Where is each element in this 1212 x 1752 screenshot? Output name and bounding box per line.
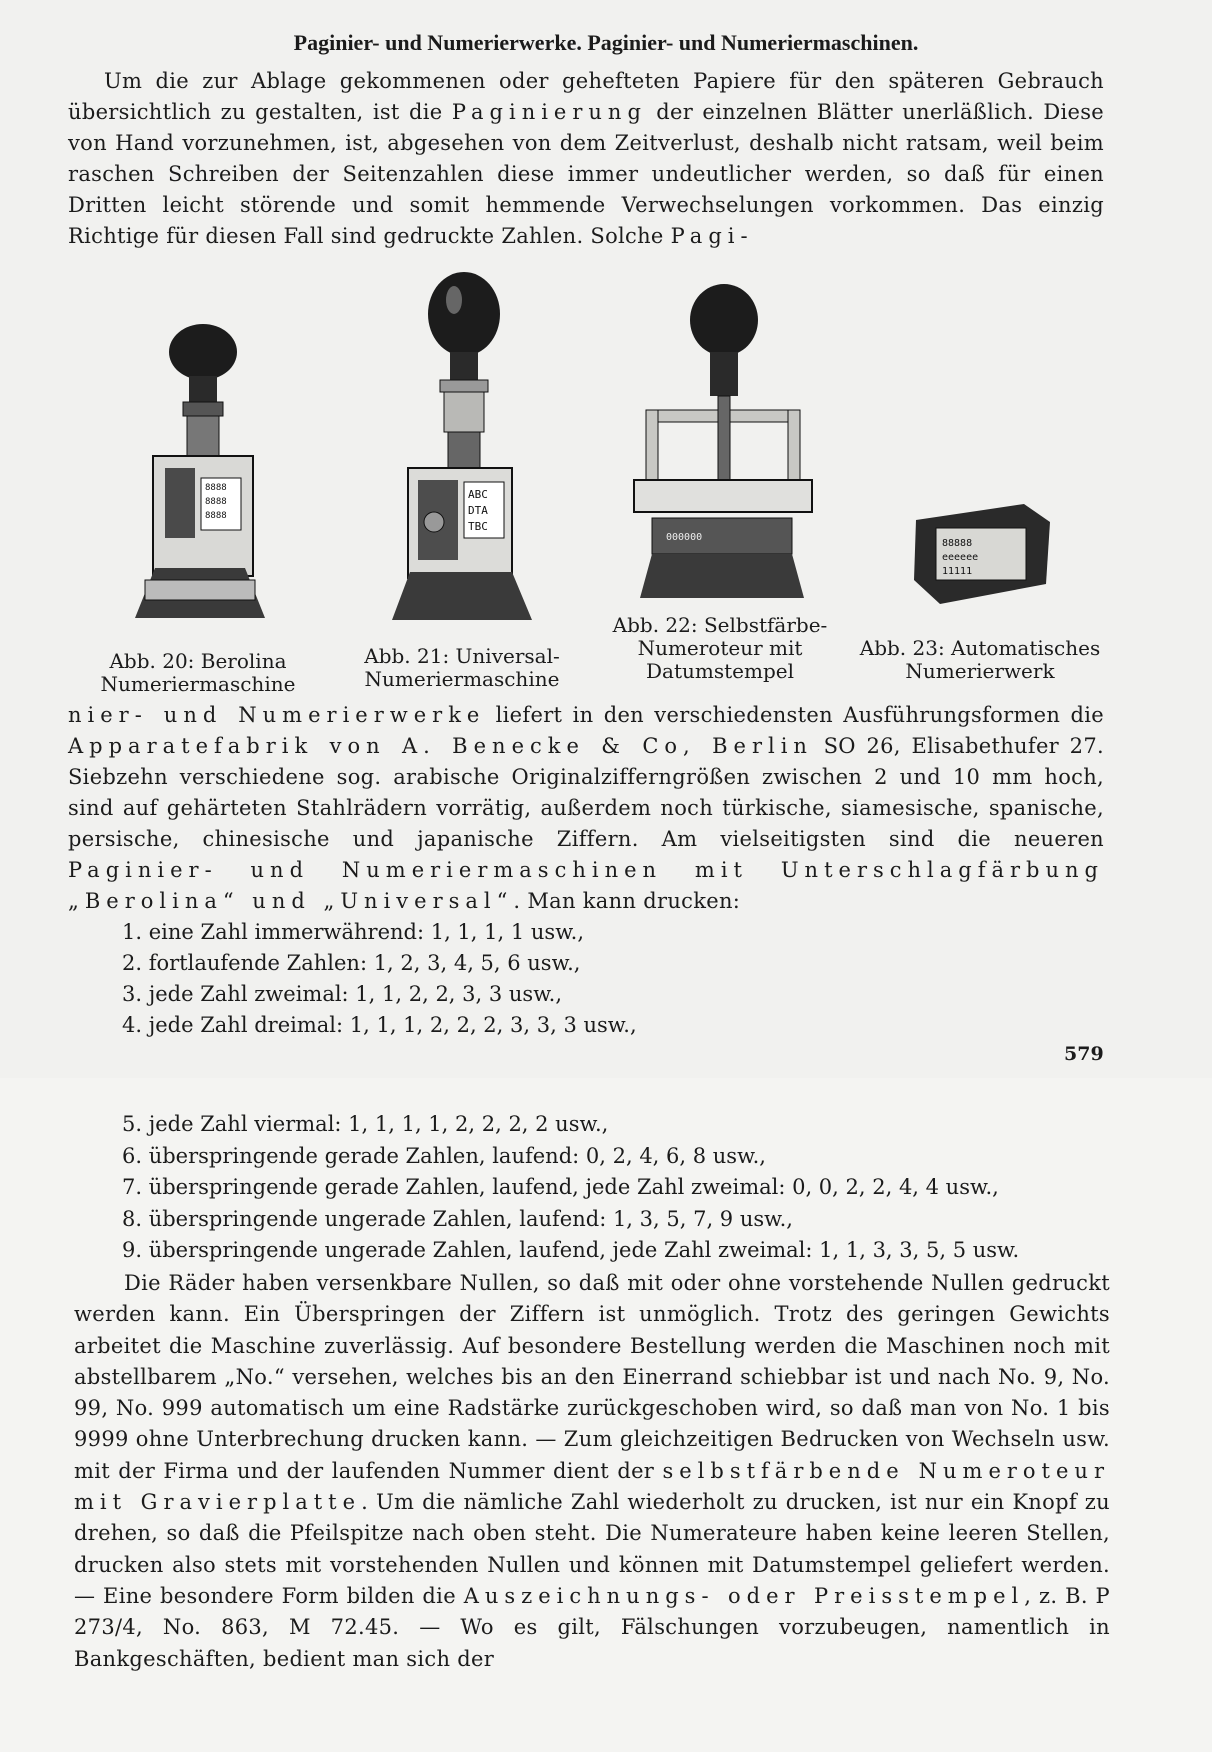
figure-20-caption: Abb. 20: Berolina Numeriermaschine (100, 649, 296, 696)
page-heading: Paginier- und Numerierwerke. Paginier- und Numeriermaschinen. (293, 30, 919, 55)
intro-paragraph: Um die zur Ablage gekommenen oder gehefteten Papiere für den späteren Gebrauch übersichtlich zu gestalten, ist die Paginierung der einzelnen Blätter unerläßlich. Diese von Hand vorzunehmen, ist, abgesehen von dem Zeitverlust, deshalb nicht ratsam, weil beim raschen Schreiben der Seitenzahlen diese immer undeutlicher werden, so daß für einen Dritten leicht störende und somit hemmende Verwechselungen vorkommen. Das einzig Richtige für diesen Fall sind gedruckte Zahlen. Solche Pagi- (68, 69, 1104, 248)
figure-21-caption: Abb. 21: Universal- Numeriermaschine (364, 644, 560, 691)
list-item: 1. eine Zahl immerwährend: 1, 1, 1, 1 usw., (122, 920, 585, 944)
svg-text:11111: 11111 (942, 566, 973, 577)
list-item: 6. überspringende gerade Zahlen, laufend: 0, 2, 4, 6, 8 usw., (122, 1143, 766, 1168)
universal-machine-illustration (388, 272, 538, 622)
list-item: 9. überspringende ungerade Zahlen, laufend, jede Zahl zweimal: 1, 1, 3, 3, 5, 5 usw. (122, 1238, 1020, 1262)
print-modes-list-1-4 (122, 917, 637, 1041)
svg-text:TBC: TBC (468, 520, 488, 533)
details-paragraph: Die Räder haben versenkbare Nullen, so daß mit oder ohne vorstehende Nullen gedruckt werden kann. Ein Überspringen der Ziffern ist unmöglich. Trotz des geringen Gewichts arbeitet die Maschine zuverlässig. Auf besondere Bestellung werden die Maschinen noch mit abstellbarem „No.“ versehen, welches bis an den Einerrand schiebbar ist und nach No. 9, No. 99, No. 999 automatisch um eine Radstärke zurückgeschoben wird, so daß man von No. 1 bis 9999 ohne Unterbrechung drucken kann. — Zum gleichzeitigen Bedrucken von Wechseln usw. mit der Firma und der laufenden Nummer dient der selbstfärbende Numeroteur mit Gravierplatte. Um die nämliche Zahl wiederholt zu drucken, ist nur ein Knopf zu drehen, so daß die Pfeilspitze nach oben steht. Die Numerateure haben keine leeren Stellen, drucken also stets mit vorstehenden Nullen und können mit Datumstempel geliefert werden. — Eine besondere Form bilden die Auszeichnungs- oder Preisstempel, z. B. P 273/4, No. 863, M 72.45. — Wo es gilt, Fälschungen vorzubeugen, namentlich in Bankgeschäften, bedient man sich der (74, 1271, 1111, 1671)
manufacturer-paragraph: nier- und Numerierwerke liefert in den verschiedensten Ausführungsformen die Apparatefabrik von A. Benecke & Co, Berlin SO 26, Elisabethufer 27. Siebzehn verschiedene sog. arabische Originalzifferngrößen zwischen 2 und 10 mm hoch, sind auf gehärteten Stahlrädern vorrätig, außerdem noch türkische, siamesische, spanische, persische, chinesische und japanische Ziffern. Am vielseitigsten sind die neueren Paginier- und Numeriermaschinen mit Unterschlagfärbung „Berolina“ und „Universal“. Man kann drucken: (68, 703, 1104, 913)
berolina-machine-illustration (125, 318, 275, 628)
svg-text:8888: 8888 (205, 511, 227, 521)
list-item: 4. jede Zahl dreimal: 1, 1, 1, 2, 2, 2, 3, 3, 3 usw., (122, 1013, 637, 1037)
svg-text:eeeeee: eeeeee (942, 552, 979, 563)
list-item: 3. jede Zahl zweimal: 1, 1, 2, 2, 3, 3 usw., (122, 982, 563, 1006)
list-item: 7. überspringende gerade Zahlen, laufend, jede Zahl zweimal: 0, 0, 2, 2, 4, 4 usw., (122, 1175, 999, 1199)
print-modes-list-5-9 (122, 1109, 1019, 1267)
svg-text:8888: 8888 (205, 483, 227, 493)
svg-text:8888: 8888 (205, 497, 227, 507)
self-inking-numbering-stamp-illustration (626, 282, 816, 602)
svg-text:88888: 88888 (942, 538, 973, 549)
figure-22-caption: Abb. 22: Selbstfärbe- Numeroteur mit Datumstempel (612, 613, 828, 683)
page-number: 579 (1064, 1043, 1104, 1065)
list-item: 8. überspringende ungerade Zahlen, laufend: 1, 3, 5, 7, 9 usw., (122, 1206, 793, 1231)
list-item: 5. jede Zahl viermal: 1, 1, 1, 1, 2, 2, 2, 2 usw., (122, 1112, 609, 1136)
svg-text:ABC: ABC (468, 488, 488, 501)
list-item: 2. fortlaufende Zahlen: 1, 2, 3, 4, 5, 6 usw., (122, 951, 581, 975)
svg-text:000000: 000000 (666, 532, 703, 543)
figure-23-caption: Abb. 23: Automatisches Numerierwerk (859, 636, 1101, 683)
automatic-numbering-unit-illustration (906, 500, 1056, 610)
svg-text:DTA: DTA (468, 504, 488, 517)
